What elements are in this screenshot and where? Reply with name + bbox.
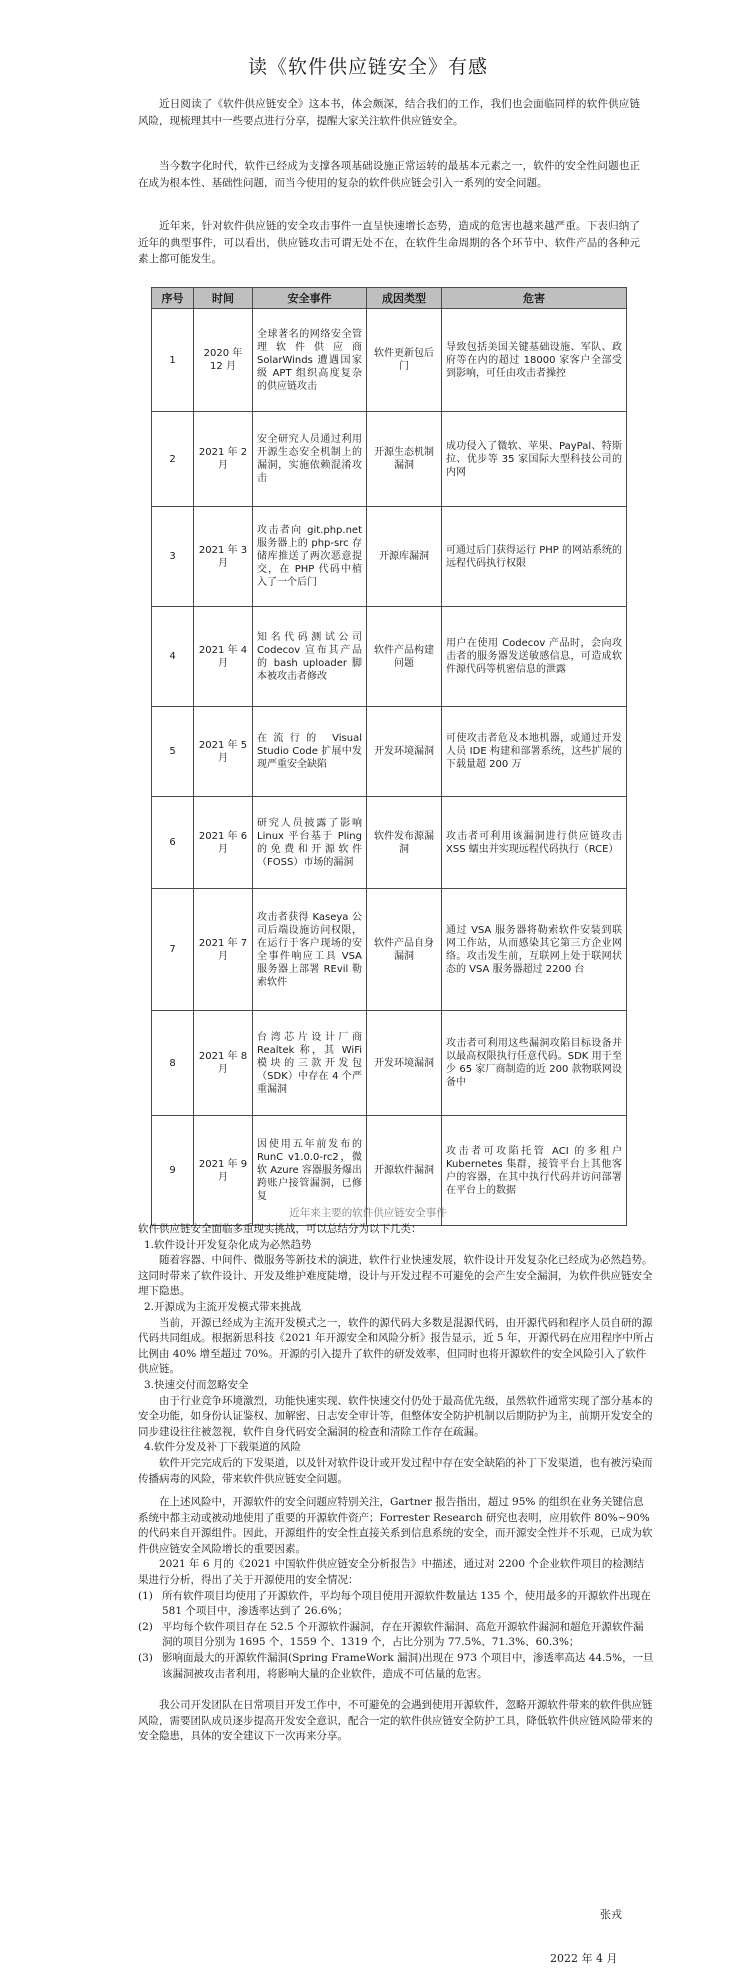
cell-event: 因使用五年前发布的 RunC v1.0.0-rc2，微软 Azure 容器服务爆出跨账户接管漏洞，已修复 <box>253 1116 367 1226</box>
table-row <box>152 412 627 507</box>
table-header-row <box>152 288 627 309</box>
page-title: 读《软件供应链安全》有感 <box>247 56 488 78</box>
analysis-paragraph-2: 2021 年 6 月的《2021 中国软件供应链安全分析报告》中描述，通过对 2200 个企业软件项目的检测结果进行分析，得出了关于开源使用的安全情况： <box>138 1558 644 1587</box>
cell-event: 攻击者向 git.php.net 服务器上的 php-src 存储库推送了两次恶意提交，在 PHP 代码中植入了一个后门 <box>253 507 367 607</box>
cell-cause: 软件发布源漏洞 <box>367 797 442 889</box>
cell-event: 台湾芯片设计厂商 Realtek 称，其 WiFi 模块的三款开发包（SDK）中存在 4 个严重漏洞 <box>253 1011 367 1116</box>
challenges-lead: 软件供应链安全面临多重现实挑战，可以总结分为以下几类： <box>138 1223 422 1235</box>
list-item <box>138 1589 654 1620</box>
cell-event: 在流行的 Visual Studio Code 扩展中发现严重安全缺陷 <box>253 707 367 797</box>
table-row <box>152 707 627 797</box>
table-caption: 近年来主要的软件供应链安全事件 <box>289 1207 447 1219</box>
cell-event: 安全研究人员通过利用开源生态安全机制上的漏洞，实施依赖混淆攻击 <box>253 412 367 507</box>
cell-no: 8 <box>152 1011 194 1116</box>
analysis-paragraph-1: 在上述风险中，开源软件的安全问题应特别关注，Gartner 报告指出，超过 95% 的组织在业务关键信息系统中都主动或被动地使用了重要的开源软件资产；Forrester Research 研究也表明，应用软件 80%~90% 的代码来自开源组件。因此，开源组件的安全性直接关系到信息系统的安全，而开源安全性并不乐观，已成为软件供应链安全风险增长的重要因素。 <box>138 1496 653 1555</box>
cell-event: 全球著名的网络安全管理软件供应商 SolarWinds 遭遇国家级 APT 组织高度复杂的供应链攻击 <box>253 309 367 412</box>
cell-time: 2021 年 6 月 <box>194 797 253 889</box>
cell-harm: 导致包括美国关键基础设施、军队、政府等在内的超过 18000 家客户全部受到影响，可任由攻击者操控 <box>442 309 627 412</box>
cell-harm: 可通过后门获得运行 PHP 的网站系统的远程代码执行权限 <box>442 507 627 607</box>
cell-no: 6 <box>152 797 194 889</box>
cell-time: 2020 年 12 月 <box>194 309 253 412</box>
table-row <box>152 797 627 889</box>
header-no: 序号 <box>152 288 194 309</box>
cell-harm: 通过 VSA 服务器将勒索软件安装到联网工作站，从而感染其它第三方企业网络。攻击发生前，互联网上处于联网状态的 VSA 服务器超过 2200 台 <box>442 889 627 1011</box>
cell-time: 2021 年 9 月 <box>194 1116 253 1226</box>
cell-cause: 开源库漏洞 <box>367 507 442 607</box>
challenge-heading-2: 2.开源成为主流开发模式带来挑战 <box>144 1300 302 1313</box>
cell-event: 研究人员披露了影响 Linux 平台基于 Pling 的免费和开源软件（FOSS）市场的漏洞 <box>253 797 367 889</box>
cell-cause: 开发环境漏洞 <box>367 707 442 797</box>
conclusion-paragraph: 我公司开发团队在日常项目开发工作中，不可避免的会遇到使用开源软件，忽略开源软件带来的软件供应链风险，需要团队成员逐步提高开发安全意识，配合一定的软件供应链安全防护工具，降低软件供应链风险带来的安全隐患，具体的安全建议下一次再来分享。 <box>138 1699 653 1743</box>
cell-no: 2 <box>152 412 194 507</box>
cell-time: 2021 年 2 月 <box>194 412 253 507</box>
cell-cause: 开发环境漏洞 <box>367 1011 442 1116</box>
challenge-heading-4: 4.软件分发及补丁下载渠道的风险 <box>144 1441 302 1454</box>
table-row <box>152 889 627 1011</box>
document-date: 2022 年 4 月 <box>550 1952 618 1965</box>
intro-paragraph-3: 近年来，针对软件供应链的安全攻击事件一直呈快速增长态势，造成的危害也越来越严重。下表归纳了近年的典型事件，可以看出，供应链攻击可谓无处不在，在软件生命周期的各个环节中、软件产品的各种元素上都可能发生。 <box>138 220 640 265</box>
cell-time: 2021 年 5 月 <box>194 707 253 797</box>
cell-harm: 攻击者可攻陷托管 ACI 的多租户 Kubernetes 集群，接管平台上其他客户的容器，在其中执行代码并访问部署在平台上的数据 <box>442 1116 627 1226</box>
table-row <box>152 607 627 707</box>
challenge-text-1: 随着容器、中间件、微服务等新技术的演进，软件行业快速发展，软件设计开发复杂化已经成为必然趋势。这同时带来了软件设计、开发及维护难度陡增，设计与开发过程不可避免的会产生安全漏洞，为软件供应链安全埋下隐患。 <box>138 1254 653 1298</box>
cell-harm: 可使攻击者危及本地机器，或通过开发人员 IDE 构建和部署系统，这些扩展的下载量超 200 万 <box>442 707 627 797</box>
list-item-number: (3) <box>138 1652 153 1665</box>
intro-paragraph-1: 近日阅读了《软件供应链安全》这本书，体会颇深，结合我们的工作，我们也会面临同样的软件供应链风险，现梳理其中一些要点进行分享，提醒大家关注软件供应链安全。 <box>138 98 640 127</box>
list-item <box>138 1620 654 1651</box>
cell-harm: 攻击者可利用这些漏洞攻陷目标设备并以最高权限执行任意代码。SDK 用于至少 65 家厂商制造的近 200 款物联网设备中 <box>442 1011 627 1116</box>
cell-no: 4 <box>152 607 194 707</box>
header-event: 安全事件 <box>253 288 367 309</box>
list-item-number: (2) <box>138 1620 153 1633</box>
cell-no: 5 <box>152 707 194 797</box>
cell-no: 1 <box>152 309 194 412</box>
challenge-heading-1: 1.软件设计开发复杂化成为必然趋势 <box>144 1238 312 1251</box>
cell-harm: 成功侵入了微软、苹果、PayPal、特斯拉、优步等 35 家国际大型科技公司的内网 <box>442 412 627 507</box>
cell-cause: 开源软件漏洞 <box>367 1116 442 1226</box>
cell-event: 攻击者获得 Kaseya 公司后端设施访问权限，在运行于客户现场的安全事件响应工具 VSA 服务器上部署 REvil 勒索软件 <box>253 889 367 1011</box>
security-events-table <box>151 287 627 1226</box>
list-item-number: (1) <box>138 1589 153 1602</box>
cell-harm: 用户在使用 Codecov 产品时，会向攻击者的服务器发送敏感信息，可造成软件源代码等机密信息的泄露 <box>442 607 627 707</box>
challenge-text-2: 当前，开源已经成为主流开发模式之一，软件的源代码大多数是混源代码，由开源代码和程序人员自研的源代码共同组成。根据新思科技《2021 年开源安全和风险分析》报告显示，近 5 年，开源代码在应用程序中所占比例由 40% 增至超过 70%。开源的引入提升了软件的研发效率，但同时也将开源软件的安全风险引入了软件供应链。 <box>138 1316 654 1376</box>
cell-no: 7 <box>152 889 194 1011</box>
article-body <box>138 1222 654 1745</box>
cell-cause: 软件产品构建问题 <box>367 607 442 707</box>
table-row <box>152 309 627 412</box>
table-row <box>152 1011 627 1116</box>
cell-cause: 软件产品自身漏洞 <box>367 889 442 1011</box>
header-harm: 危害 <box>442 288 627 309</box>
cell-time: 2021 年 3 月 <box>194 507 253 607</box>
cell-time: 2021 年 4 月 <box>194 607 253 707</box>
table-row <box>152 507 627 607</box>
intro-paragraph-2: 当今数字化时代，软件已经成为支撑各项基础设施正常运转的最基本元素之一，软件的安全性问题也正在成为根本性、基础性问题，而当今使用的复杂的软件供应链会引入一系列的安全问题。 <box>138 160 640 189</box>
challenge-heading-3: 3.快速交付而忽略安全 <box>144 1378 249 1391</box>
cell-harm: 攻击者可利用该漏洞进行供应链攻击 XSS 蠕虫并实现远程代码执行（RCE） <box>442 797 627 889</box>
cell-cause: 开源生态机制漏洞 <box>367 412 442 507</box>
cell-time: 2021 年 8 月 <box>194 1011 253 1116</box>
cell-event: 知名代码测试公司 Codecov 宣布其产品的 bash uploader 脚本被攻击者修改 <box>253 607 367 707</box>
list-item <box>138 1651 654 1682</box>
cell-time: 2021 年 7 月 <box>194 889 253 1011</box>
cell-no: 9 <box>152 1116 194 1226</box>
cell-no: 3 <box>152 507 194 607</box>
challenge-text-4: 软件开完完成后的下发渠道，以及针对软件设计或开发过程中存在安全缺陷的补丁下发渠道，也有被污染而传播病毒的风险，带来软件供应链安全问题。 <box>138 1456 653 1485</box>
author-signature: 张戎 <box>600 1908 622 1921</box>
stats-list <box>138 1589 654 1683</box>
list-item-text: 影响面最大的开源软件漏洞(Spring FrameWork 漏洞)出现在 973 个项目中，渗透率高达 44.5%，一旦该漏洞被攻击者利用，将影响大量的企业软件，造成不可估量的危害。 <box>162 1652 654 1680</box>
list-item-text: 平均每个软件项目存在 52.5 个开源软件漏洞，存在开源软件漏洞、高危开源软件漏洞和超危开源软件漏洞的项目分别为 1695 个、1559 个、1319 个，占比分别为 77.5%、71.3%、60.3%； <box>162 1620 644 1649</box>
cell-cause: 软件更新包后门 <box>367 309 442 412</box>
header-cause: 成因类型 <box>367 288 442 309</box>
list-item-text: 所有软件项目均使用了开源软件，平均每个项目使用开源软件数量达 135 个，使用最多的开源软件出现在 581 个项目中，渗透率达到了 26.6%； <box>162 1589 651 1618</box>
challenge-text-3: 由于行业竞争环境激烈，功能快速实现、软件快速交付仍处于最高优先级，虽然软件通常实现了部分基本的安全功能，如身份认证鉴权、加解密、日志安全审计等，但整体安全防护机制以后期防护为主，前期开发安全的同步建设往往被忽视，软件自身代码安全漏洞的检查和清除工作存在疏漏。 <box>138 1394 653 1438</box>
header-time: 时间 <box>194 288 253 309</box>
